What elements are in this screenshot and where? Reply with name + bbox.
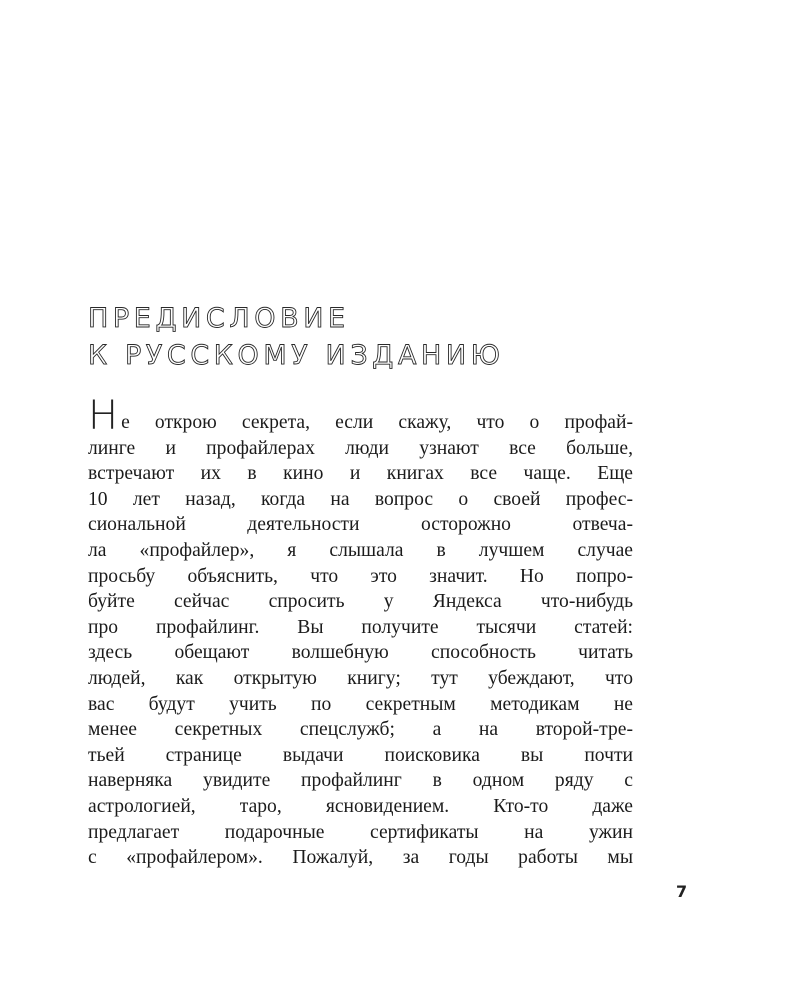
chapter-title-line-2: К РУССКОМУ ИЗДАНИЮ — [88, 340, 505, 371]
text-line: менее секретных спецслужб; а на второй-тре- — [88, 719, 633, 741]
text-line: наверняка увидите профайлинг в одном ряду с — [88, 770, 633, 792]
text-line: про профайлинг. Вы получите тысячи статей: — [88, 616, 633, 638]
text-line: вас будут учить по секретным методикам не — [88, 693, 633, 715]
text-line-1-rest: е открою секрета, если скажу, что о профай- — [121, 412, 633, 433]
text-line: буйте сейчас спросить у Яндекса что-нибудь — [88, 591, 633, 613]
page-number: 7 — [676, 882, 688, 901]
chapter-title — [88, 300, 648, 374]
text-line: сиональной деятельности осторожно отвеча- — [88, 514, 633, 536]
text-line: астрологией, таро, ясновидением. Кто-то даже — [88, 795, 633, 817]
chapter-title-line-1: ПРЕДИСЛОВИЕ — [88, 303, 350, 334]
text-line: просьбу объяснить, что это значит. Но попро- — [88, 565, 633, 587]
text-line-1 — [88, 393, 633, 439]
drop-cap: Н — [88, 393, 119, 439]
text-line: встречают их в кино и книгах все чаще. Еще — [88, 463, 633, 485]
text-line: с «профайлером». Пожалуй, за годы работы мы — [88, 847, 633, 869]
text-line: ла «профайлер», я слышала в лучшем случае — [88, 539, 633, 561]
text-line: линге и профайлерах люди узнают все больше, — [88, 437, 633, 459]
text-line: 10 лет назад, когда на вопрос о своей профес- — [88, 488, 633, 510]
text-line: тьей странице выдачи поисковика вы почти — [88, 744, 633, 766]
body-paragraph — [88, 393, 633, 871]
text-line: здесь обещают волшебную способность читать — [88, 642, 633, 664]
text-line: предлагает подарочные сертификаты на ужин — [88, 821, 633, 843]
text-line: людей, как открытую книгу; тут убеждают, что — [88, 667, 633, 689]
